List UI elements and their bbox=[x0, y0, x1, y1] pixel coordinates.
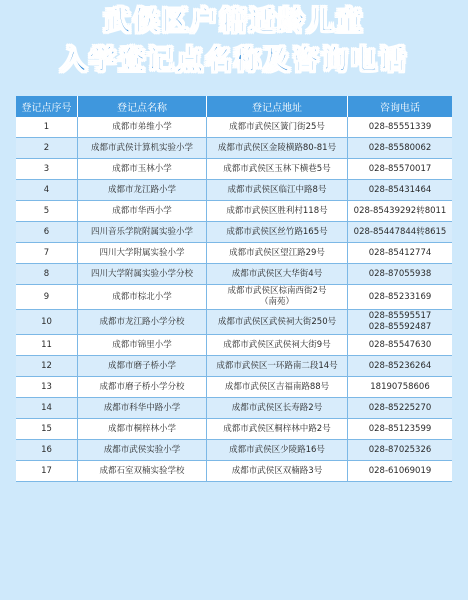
table-body bbox=[16, 117, 452, 482]
cell-address bbox=[207, 159, 348, 180]
cell-school-name: 四川大学附属实验小学 bbox=[78, 243, 207, 264]
cell-number: 16 bbox=[16, 440, 78, 461]
table-row bbox=[16, 180, 452, 201]
cell-phone bbox=[348, 201, 452, 222]
address-line: 成都市武侯区双楠路3号 bbox=[231, 465, 323, 476]
table-row bbox=[16, 222, 452, 243]
cell-phone bbox=[348, 180, 452, 201]
phone-line: 028-85547630 bbox=[368, 339, 432, 350]
address-line: 成都市武侯区少陵路16号 bbox=[229, 444, 325, 455]
cell-address bbox=[207, 461, 348, 482]
address-line: 成都市武侯区武侯祠大街9号 bbox=[223, 339, 331, 350]
address-line: 成都市武侯区大华街4号 bbox=[231, 268, 323, 279]
phone-line: 028-85551339 bbox=[368, 121, 432, 132]
page-header bbox=[0, 0, 468, 88]
phone-line: 028-85431464 bbox=[368, 184, 432, 195]
address-line: 成都市武侯区望江路29号 bbox=[229, 247, 325, 258]
phone-line: 028-85233169 bbox=[368, 291, 432, 302]
table-row bbox=[16, 356, 452, 377]
cell-phone bbox=[348, 222, 452, 243]
cell-phone bbox=[348, 243, 452, 264]
cell-school-name: 成都市棕北小学 bbox=[78, 285, 207, 310]
phone-line: 028-61069019 bbox=[368, 465, 432, 476]
cell-address bbox=[207, 440, 348, 461]
address-line: 成都市武侯区临江中路8号 bbox=[227, 184, 327, 195]
phone-line: 028-85592487 bbox=[368, 322, 432, 332]
table-row bbox=[16, 138, 452, 159]
cell-phone bbox=[348, 419, 452, 440]
cell-address bbox=[207, 243, 348, 264]
cell-phone bbox=[348, 264, 452, 285]
cell-number: 14 bbox=[16, 398, 78, 419]
table-row bbox=[16, 440, 452, 461]
table-row bbox=[16, 377, 452, 398]
table-row bbox=[16, 335, 452, 356]
cell-address bbox=[207, 419, 348, 440]
cell-number: 5 bbox=[16, 201, 78, 222]
cell-phone bbox=[348, 117, 452, 138]
cell-address bbox=[207, 117, 348, 138]
cell-address bbox=[207, 398, 348, 419]
phone-line: 028-85236264 bbox=[368, 360, 432, 371]
cell-phone bbox=[348, 335, 452, 356]
cell-number: 12 bbox=[16, 356, 78, 377]
phone-line: 028-85225270 bbox=[368, 402, 432, 413]
table-row bbox=[16, 419, 452, 440]
phone-line: 028-85123599 bbox=[368, 423, 432, 434]
cell-address bbox=[207, 138, 348, 159]
phone-line: 028-85412774 bbox=[368, 247, 432, 258]
cell-number: 9 bbox=[16, 285, 78, 310]
phone-line: 18190758606 bbox=[370, 381, 430, 392]
cell-school-name: 成都市弟维小学 bbox=[78, 117, 207, 138]
phone-line: 028-85595517 bbox=[368, 311, 432, 321]
address-line: 成都市武侯区桐梓林中路2号 bbox=[223, 423, 331, 434]
cell-number: 3 bbox=[16, 159, 78, 180]
address-line: 成都市武侯区长寿路2号 bbox=[231, 402, 323, 413]
cell-number: 15 bbox=[16, 419, 78, 440]
cell-number: 7 bbox=[16, 243, 78, 264]
phone-line: 028-85570017 bbox=[368, 163, 432, 174]
cell-number: 11 bbox=[16, 335, 78, 356]
cell-school-name: 四川大学附属实验小学分校 bbox=[78, 264, 207, 285]
cell-school-name: 成都市磨子桥小学分校 bbox=[78, 377, 207, 398]
page-title-line-2: 入学登记点名称及咨询电话 bbox=[60, 45, 408, 76]
cell-address bbox=[207, 201, 348, 222]
table-row bbox=[16, 310, 452, 335]
cell-address bbox=[207, 377, 348, 398]
address-line: （南苑） bbox=[259, 297, 294, 307]
cell-school-name: 成都市科华中路小学 bbox=[78, 398, 207, 419]
phone-line: 028-85439292转8011 bbox=[353, 205, 447, 216]
address-line: 成都市武侯区一环路南二段14号 bbox=[216, 360, 338, 371]
cell-school-name: 成都市武侯计算机实验小学 bbox=[78, 138, 207, 159]
header-number: 登记点序号 bbox=[16, 96, 78, 117]
cell-number: 4 bbox=[16, 180, 78, 201]
cell-number: 6 bbox=[16, 222, 78, 243]
address-line: 成都市武侯区棕南西街2号 bbox=[227, 286, 327, 296]
cell-school-name: 四川音乐学院附属实验小学 bbox=[78, 222, 207, 243]
cell-address bbox=[207, 356, 348, 377]
phone-line: 028-85580062 bbox=[368, 142, 432, 153]
table-row bbox=[16, 117, 452, 138]
cell-school-name: 成都市桐梓林小学 bbox=[78, 419, 207, 440]
phone-line: 028-85447844转8615 bbox=[353, 226, 447, 237]
cell-address bbox=[207, 285, 348, 310]
cell-phone bbox=[348, 377, 452, 398]
address-line: 成都市武侯区武侯祠大街250号 bbox=[217, 316, 337, 327]
table-header-row bbox=[16, 96, 452, 117]
cell-phone bbox=[348, 461, 452, 482]
cell-address bbox=[207, 335, 348, 356]
header-address: 登记点地址 bbox=[207, 96, 348, 117]
header-name: 登记点名称 bbox=[78, 96, 207, 117]
cell-school-name: 成都市磨子桥小学 bbox=[78, 356, 207, 377]
phone-line: 028-87025326 bbox=[368, 444, 432, 455]
cell-address bbox=[207, 310, 348, 335]
registration-table-container bbox=[16, 96, 452, 482]
cell-school-name: 成都市龙江路小学 bbox=[78, 180, 207, 201]
address-line: 成都市武侯区簧门街25号 bbox=[229, 121, 325, 132]
cell-number: 2 bbox=[16, 138, 78, 159]
table-row bbox=[16, 264, 452, 285]
cell-school-name: 成都市龙江路小学分校 bbox=[78, 310, 207, 335]
address-line: 成都市武侯区金陵横路80-81号 bbox=[217, 142, 337, 153]
table-row bbox=[16, 159, 452, 180]
table-row bbox=[16, 285, 452, 310]
cell-phone bbox=[348, 310, 452, 335]
cell-phone bbox=[348, 138, 452, 159]
cell-phone bbox=[348, 440, 452, 461]
table-row bbox=[16, 398, 452, 419]
table-row bbox=[16, 461, 452, 482]
page-title-line-1: 武侯区户籍适龄儿童 bbox=[103, 6, 365, 37]
cell-number: 8 bbox=[16, 264, 78, 285]
cell-phone bbox=[348, 159, 452, 180]
address-line: 成都市武侯区丝竹路165号 bbox=[226, 226, 328, 237]
cell-number: 13 bbox=[16, 377, 78, 398]
cell-address bbox=[207, 180, 348, 201]
header-phone: 咨询电话 bbox=[348, 96, 452, 117]
cell-number: 17 bbox=[16, 461, 78, 482]
cell-school-name: 成都石室双楠实验学校 bbox=[78, 461, 207, 482]
cell-address bbox=[207, 264, 348, 285]
cell-school-name: 成都市玉林小学 bbox=[78, 159, 207, 180]
cell-school-name: 成都市武侯实验小学 bbox=[78, 440, 207, 461]
table-row bbox=[16, 243, 452, 264]
cell-number: 1 bbox=[16, 117, 78, 138]
table-row bbox=[16, 201, 452, 222]
cell-phone bbox=[348, 285, 452, 310]
cell-number: 10 bbox=[16, 310, 78, 335]
cell-school-name: 成都市锦里小学 bbox=[78, 335, 207, 356]
cell-school-name: 成都市华西小学 bbox=[78, 201, 207, 222]
address-line: 成都市武侯区胜利村118号 bbox=[226, 205, 328, 216]
address-line: 成都市武侯区吉福南路88号 bbox=[224, 381, 330, 392]
cell-address bbox=[207, 222, 348, 243]
address-line: 成都市武侯区玉林下横巷5号 bbox=[223, 163, 331, 174]
registration-table bbox=[16, 96, 452, 482]
cell-phone bbox=[348, 398, 452, 419]
phone-line: 028-87055938 bbox=[368, 268, 432, 279]
cell-phone bbox=[348, 356, 452, 377]
